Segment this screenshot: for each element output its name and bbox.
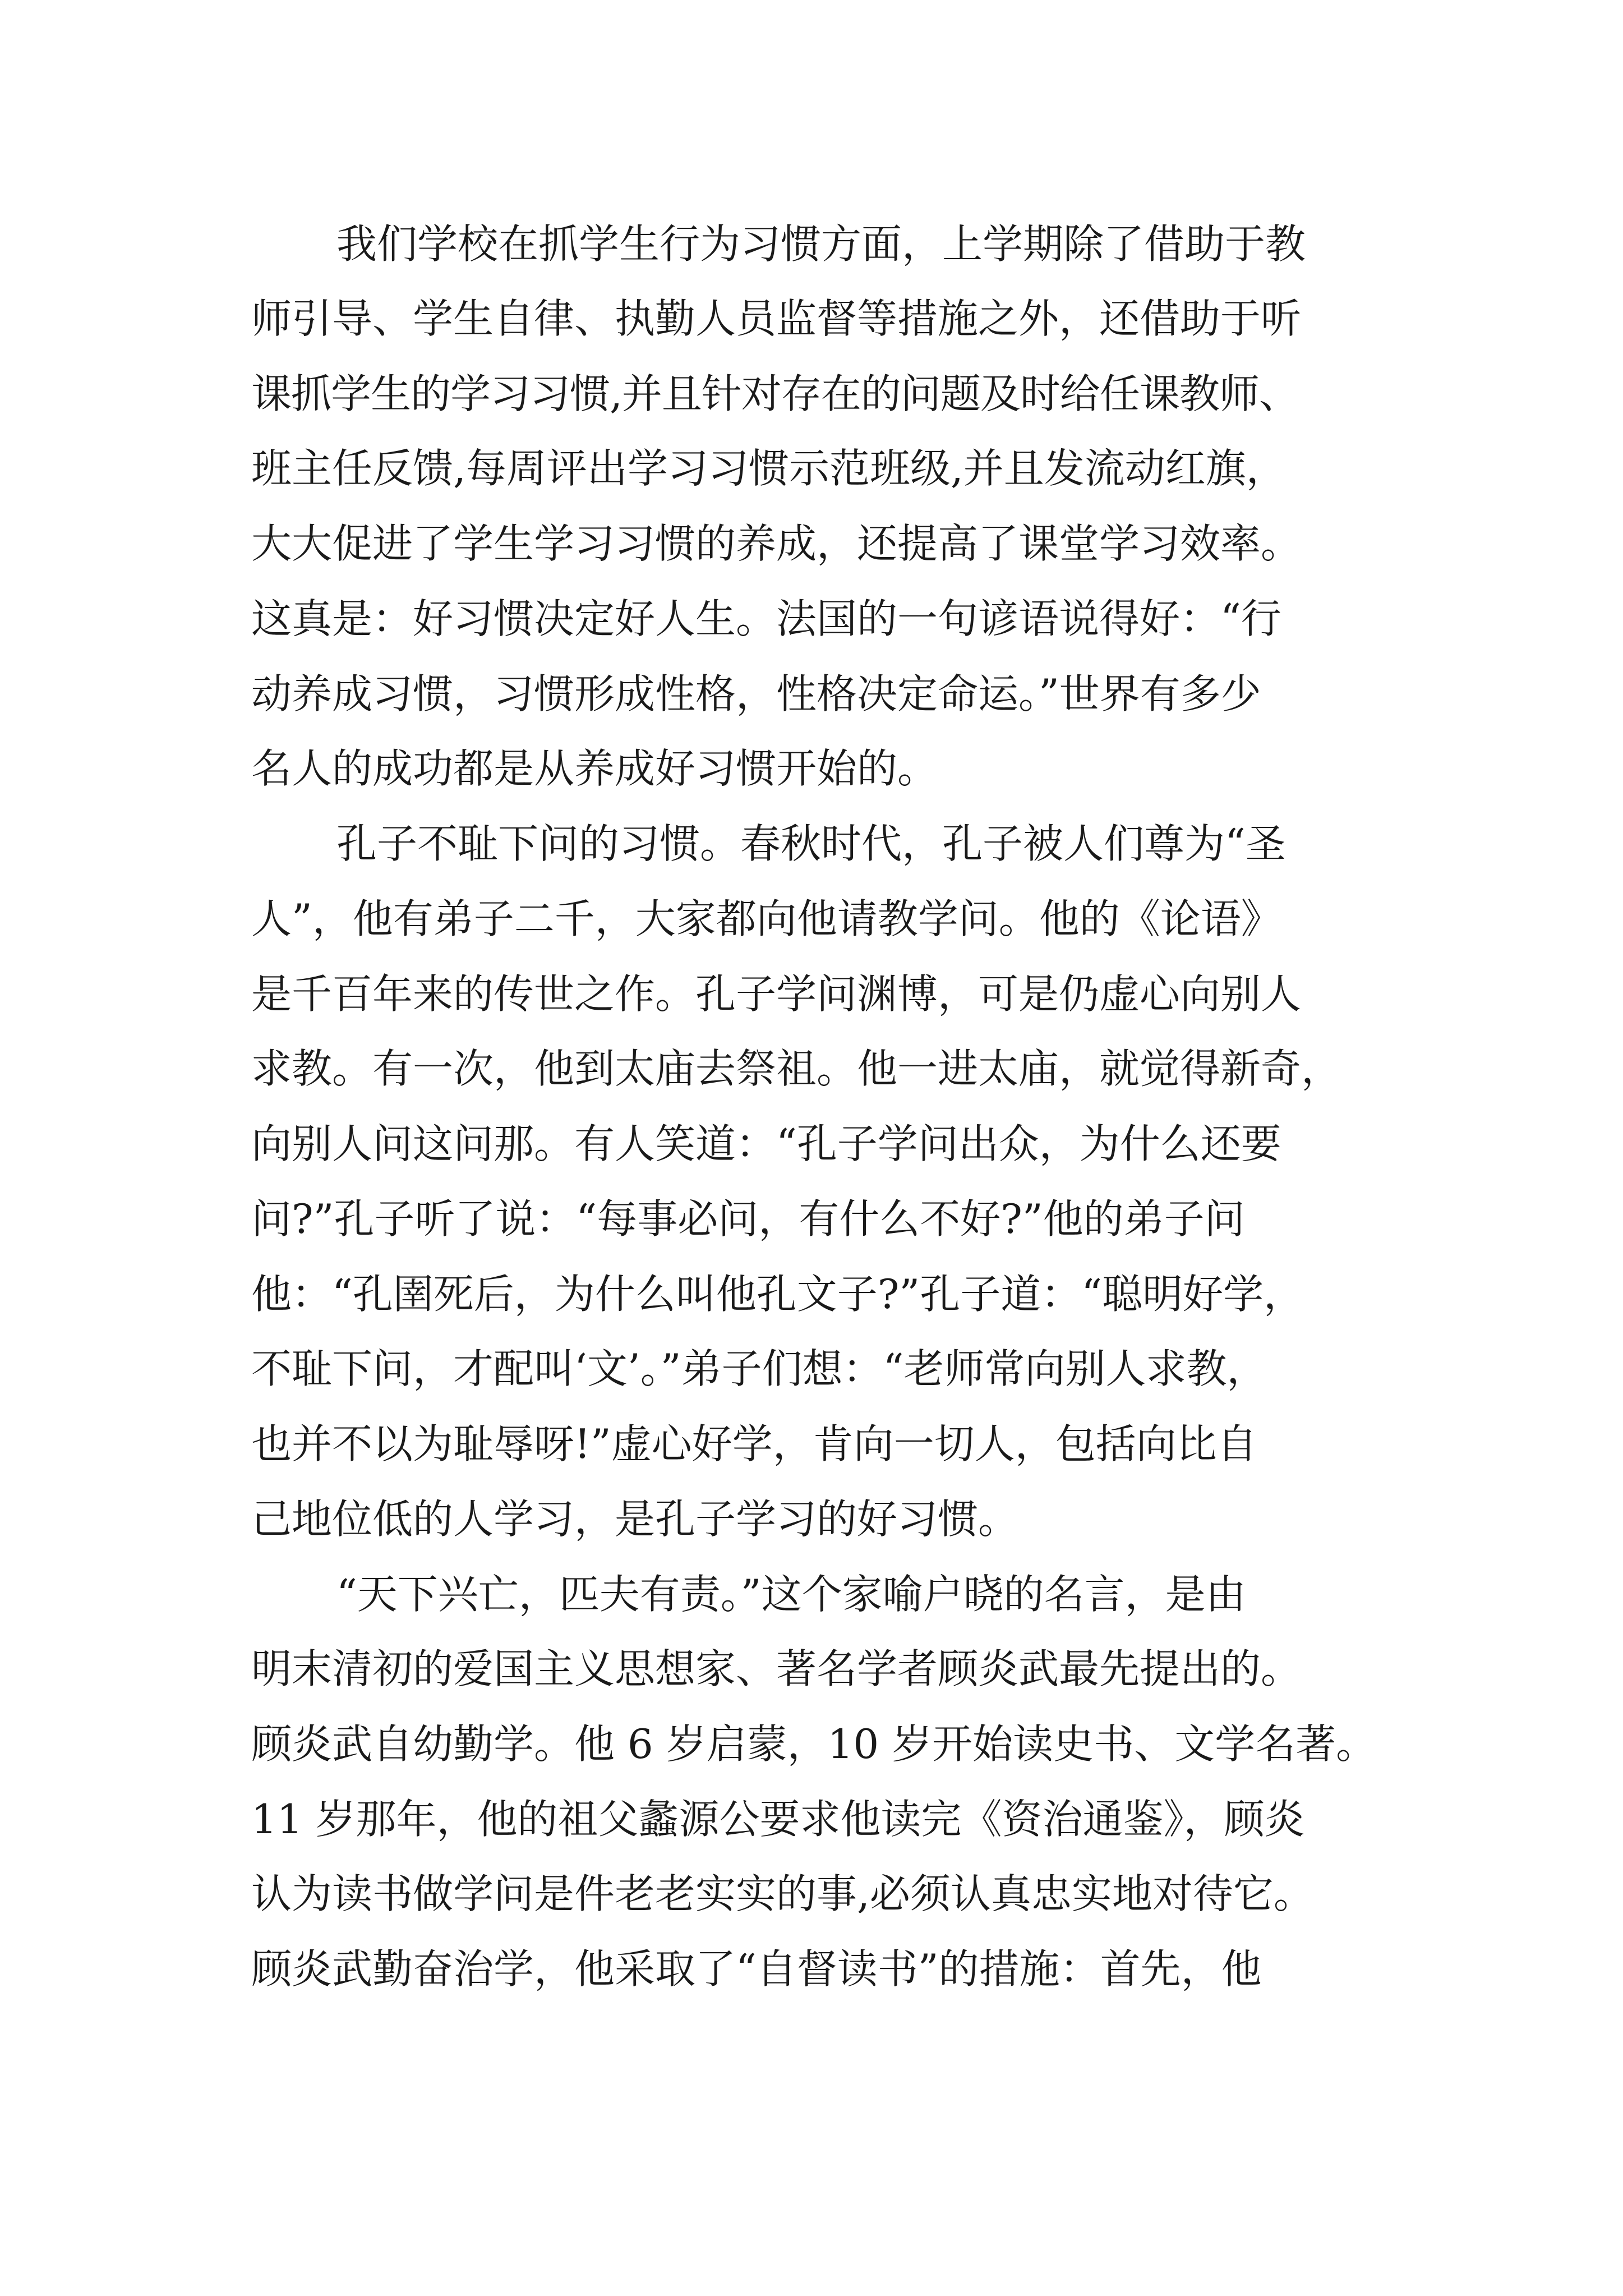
text-line: 这真是：好习惯决定好人生。法国的一句谚语说得好：“行 [251, 595, 1281, 642]
text-line: 师引导、学生自律、执勤人员监督等措施之外，还借助于听 [251, 295, 1302, 342]
text-line: 向别人问这问那。有人笑道：“孔子学问出众，为什么还要 [251, 1120, 1281, 1167]
text-line: 我们学校在抓学生行为习惯方面，上学期除了借助于教 [336, 220, 1306, 268]
text-line: 动养成习惯，习惯形成性格，性格决定命运。”世界有多少 [251, 670, 1261, 717]
text-line: 他：“孔圉死后，为什么叫他孔文子?”孔子道：“聪明好学， [251, 1271, 1304, 1318]
text-line: 11 岁那年，他的祖父蠡源公要求他读完《资治通鉴》，顾炎 [251, 1796, 1305, 1843]
text-line: 人”，他有弟子二千，大家都向他请教学问。他的《论语》 [251, 895, 1281, 942]
text-line: 是千百年来的传世之作。孔子学问渊博，可是仍虚心向别人 [251, 970, 1302, 1018]
text-line: 课抓学生的学习习惯,并且针对存在的问题及时给任课教师、 [251, 370, 1299, 417]
text-line: 也并不以为耻辱呀!”虚心好学，肯向一切人，包括向比自 [251, 1420, 1257, 1467]
text-line: 问?”孔子听了说：“每事必问，有什么不好?”他的弟子问 [251, 1195, 1245, 1243]
text-line: 大大促进了学生学习习惯的养成，还提高了课堂学习效率。 [251, 520, 1302, 567]
text-line: 顾炎武勤奋治学，他采取了“自督读书”的措施：首先，他 [251, 1945, 1262, 1993]
text-line: 求教。有一次，他到太庙去祭祖。他一进太庙，就觉得新奇， [251, 1045, 1342, 1092]
text-line: 名人的成功都是从养成好习惯开始的。 [251, 745, 938, 792]
text-line: 顾炎武自幼勤学。他 6 岁启蒙，10 岁开始读史书、文学名著。 [251, 1720, 1377, 1768]
text-line: 己地位低的人学习，是孔子学习的好习惯。 [251, 1496, 1019, 1543]
text-line: 认为读书做学问是件老老实实的事,必须认真忠实地对待它。 [251, 1870, 1314, 1917]
text-line: 明末清初的爱国主义思想家、著名学者顾炎武最先提出的。 [251, 1645, 1302, 1692]
text-line: 班主任反馈,每周评出学习习惯示范班级,并且发流动红旗， [251, 445, 1287, 492]
text-line: “天下兴亡，匹夫有责。”这个家喻户晓的名言，是由 [336, 1571, 1246, 1618]
text-line: 孔子不耻下问的习惯。春秋时代，孔子被人们尊为“圣 [336, 820, 1286, 867]
text-line: 不耻下问，才配叫‘文’。”弟子们想：“老师常向别人求教， [251, 1345, 1267, 1392]
